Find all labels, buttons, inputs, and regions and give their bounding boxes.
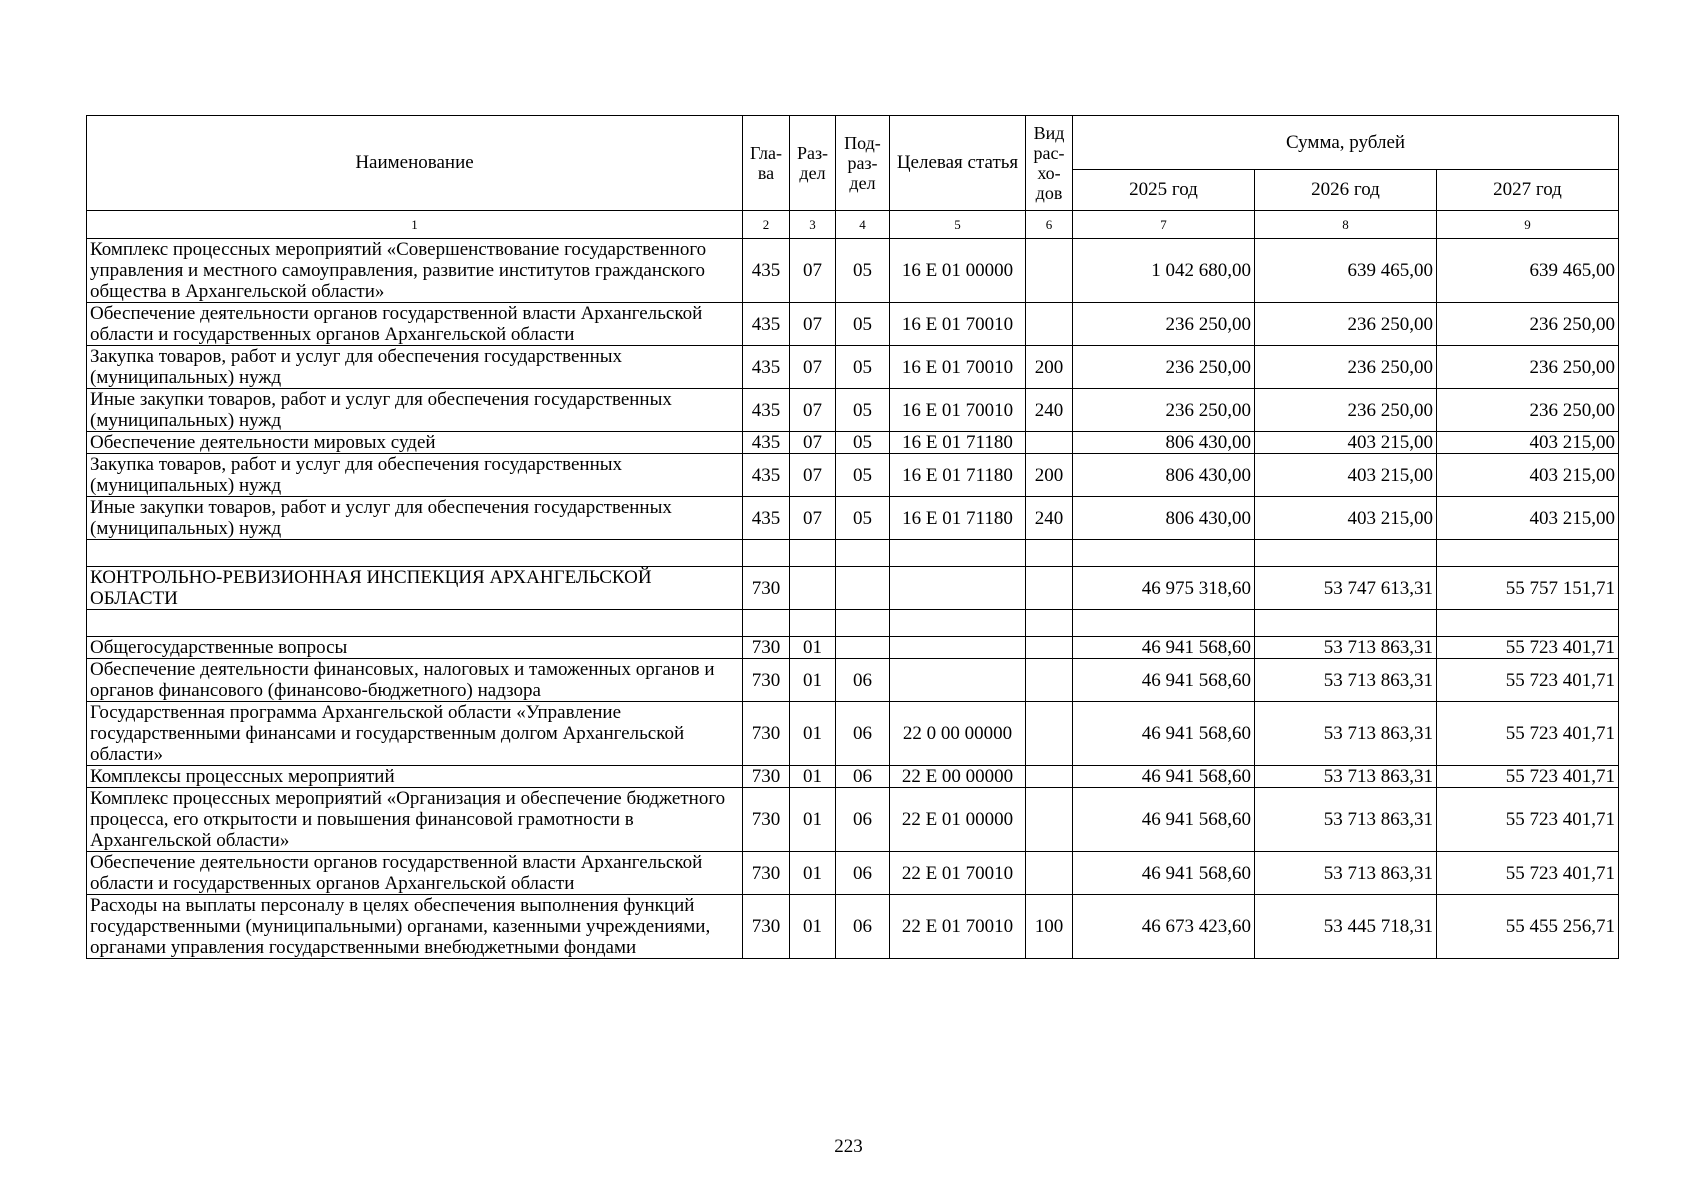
cell-razdel: 07 <box>790 346 836 389</box>
cell-amount-2025: 46 975 318,60 <box>1073 567 1255 610</box>
cell-amount-2026: 53 445 718,31 <box>1255 895 1437 959</box>
header-celevaya-statya: Целевая статья <box>890 116 1026 211</box>
cell-amount-2026: 403 215,00 <box>1255 497 1437 540</box>
cell-name: Государственная программа Архангельской области «Управление государственными финансами и государственным долгом Архангельской области» <box>87 702 743 766</box>
cell-razdel: 07 <box>790 303 836 346</box>
cell-razdel: 01 <box>790 895 836 959</box>
cell-name: Комплексы процессных мероприятий <box>87 766 743 788</box>
cell-glava: 730 <box>743 852 790 895</box>
cell-celevaya-statya: 16 Е 01 71180 <box>890 454 1026 497</box>
col-number: 7 <box>1073 211 1255 239</box>
empty-cell <box>1255 610 1437 637</box>
cell-name: Иные закупки товаров, работ и услуг для обеспечения государственных (муниципальных) нужд <box>87 389 743 432</box>
cell-amount-2027: 639 465,00 <box>1437 239 1619 303</box>
cell-amount-2026: 403 215,00 <box>1255 454 1437 497</box>
empty-cell <box>87 540 743 567</box>
cell-glava: 730 <box>743 788 790 852</box>
table-row <box>87 303 1619 346</box>
cell-vid-rashodov <box>1026 852 1073 895</box>
cell-glava: 435 <box>743 432 790 454</box>
cell-razdel: 01 <box>790 766 836 788</box>
cell-celevaya-statya: 16 Е 01 71180 <box>890 432 1026 454</box>
cell-vid-rashodov <box>1026 303 1073 346</box>
cell-celevaya-statya: 16 Е 01 00000 <box>890 239 1026 303</box>
cell-glava: 435 <box>743 389 790 432</box>
col-number: 1 <box>87 211 743 239</box>
table-body <box>87 239 1619 959</box>
cell-vid-rashodov <box>1026 239 1073 303</box>
cell-amount-2027: 55 723 401,71 <box>1437 637 1619 659</box>
table-row <box>87 702 1619 766</box>
cell-amount-2025: 236 250,00 <box>1073 346 1255 389</box>
cell-amount-2026: 403 215,00 <box>1255 432 1437 454</box>
empty-cell <box>1026 540 1073 567</box>
cell-celevaya-statya <box>890 637 1026 659</box>
cell-celevaya-statya: 16 Е 01 70010 <box>890 303 1026 346</box>
cell-amount-2027: 236 250,00 <box>1437 346 1619 389</box>
col-number: 4 <box>836 211 890 239</box>
cell-razdel: 01 <box>790 637 836 659</box>
cell-glava: 435 <box>743 303 790 346</box>
cell-podrazdel: 05 <box>836 497 890 540</box>
cell-celevaya-statya <box>890 659 1026 702</box>
empty-cell <box>1073 610 1255 637</box>
cell-amount-2027: 55 723 401,71 <box>1437 659 1619 702</box>
cell-amount-2026: 53 713 863,31 <box>1255 766 1437 788</box>
cell-name: Комплекс процессных мероприятий «Совершенствование государственного управления и местного самоуправления, развитие институтов гражданского общества в Архангельской области» <box>87 239 743 303</box>
cell-amount-2026: 53 713 863,31 <box>1255 852 1437 895</box>
cell-celevaya-statya: 22 Е 01 70010 <box>890 852 1026 895</box>
table-row <box>87 895 1619 959</box>
cell-amount-2025: 806 430,00 <box>1073 432 1255 454</box>
empty-cell <box>1255 540 1437 567</box>
cell-amount-2027: 236 250,00 <box>1437 389 1619 432</box>
cell-podrazdel: 05 <box>836 389 890 432</box>
cell-name: Обеспечение деятельности органов государственной власти Архангельской области и государственных органов Архангельской области <box>87 852 743 895</box>
cell-celevaya-statya <box>890 567 1026 610</box>
spacer-row <box>87 540 1619 567</box>
cell-vid-rashodov <box>1026 766 1073 788</box>
cell-podrazdel: 05 <box>836 346 890 389</box>
empty-cell <box>87 610 743 637</box>
cell-podrazdel: 05 <box>836 432 890 454</box>
cell-glava: 435 <box>743 497 790 540</box>
cell-amount-2026: 236 250,00 <box>1255 303 1437 346</box>
empty-cell <box>743 540 790 567</box>
cell-vid-rashodov <box>1026 432 1073 454</box>
cell-razdel: 01 <box>790 702 836 766</box>
cell-amount-2027: 55 723 401,71 <box>1437 702 1619 766</box>
cell-amount-2026: 53 713 863,31 <box>1255 659 1437 702</box>
cell-name: Закупка товаров, работ и услуг для обеспечения государственных (муниципальных) нужд <box>87 346 743 389</box>
cell-vid-rashodov <box>1026 702 1073 766</box>
cell-glava: 730 <box>743 702 790 766</box>
table-row <box>87 637 1619 659</box>
section-header-row <box>87 567 1619 610</box>
cell-glava: 730 <box>743 659 790 702</box>
cell-celevaya-statya: 22 0 00 00000 <box>890 702 1026 766</box>
header-year-2027: 2027 год <box>1437 170 1619 211</box>
cell-amount-2027: 236 250,00 <box>1437 303 1619 346</box>
cell-amount-2026: 53 713 863,31 <box>1255 788 1437 852</box>
cell-amount-2025: 806 430,00 <box>1073 454 1255 497</box>
cell-podrazdel: 06 <box>836 766 890 788</box>
cell-glava: 435 <box>743 454 790 497</box>
header-glava: Гла-ва <box>743 116 790 211</box>
cell-celevaya-statya: 22 Е 00 00000 <box>890 766 1026 788</box>
cell-name: КОНТРОЛЬНО-РЕВИЗИОННАЯ ИНСПЕКЦИЯ АРХАНГЕЛЬСКОЙ ОБЛАСТИ <box>87 567 743 610</box>
cell-name: Комплекс процессных мероприятий «Организация и обеспечение бюджетного процесса, его открытости и повышения финансовой грамотности в Архангельской области» <box>87 788 743 852</box>
cell-glava: 730 <box>743 895 790 959</box>
table-row <box>87 432 1619 454</box>
cell-amount-2025: 236 250,00 <box>1073 303 1255 346</box>
cell-name: Общегосударственные вопросы <box>87 637 743 659</box>
cell-amount-2025: 46 941 568,60 <box>1073 637 1255 659</box>
budget-table <box>86 115 1619 959</box>
table-row <box>87 659 1619 702</box>
cell-podrazdel: 06 <box>836 659 890 702</box>
cell-name: Обеспечение деятельности финансовых, налоговых и таможенных органов и органов финансового (финансово-бюджетного) надзора <box>87 659 743 702</box>
cell-amount-2026: 236 250,00 <box>1255 346 1437 389</box>
cell-celevaya-statya: 22 Е 01 70010 <box>890 895 1026 959</box>
cell-vid-rashodov <box>1026 567 1073 610</box>
cell-glava: 435 <box>743 346 790 389</box>
table-row <box>87 454 1619 497</box>
cell-amount-2025: 806 430,00 <box>1073 497 1255 540</box>
cell-razdel: 07 <box>790 497 836 540</box>
cell-razdel: 01 <box>790 852 836 895</box>
cell-amount-2026: 53 713 863,31 <box>1255 702 1437 766</box>
cell-vid-rashodov <box>1026 788 1073 852</box>
cell-amount-2027: 403 215,00 <box>1437 454 1619 497</box>
cell-podrazdel: 06 <box>836 788 890 852</box>
cell-amount-2025: 236 250,00 <box>1073 389 1255 432</box>
cell-celevaya-statya: 16 Е 01 70010 <box>890 389 1026 432</box>
header-year-2025: 2025 год <box>1073 170 1255 211</box>
cell-amount-2026: 53 713 863,31 <box>1255 637 1437 659</box>
cell-amount-2025: 46 673 423,60 <box>1073 895 1255 959</box>
cell-name: Расходы на выплаты персоналу в целях обеспечения выполнения функций государственными (муниципальными) органами, казенными учреждениями, органами управления государственными внебюджетными фондами <box>87 895 743 959</box>
cell-vid-rashodov: 200 <box>1026 346 1073 389</box>
cell-glava: 730 <box>743 766 790 788</box>
empty-cell <box>1073 540 1255 567</box>
table-row <box>87 788 1619 852</box>
header-name: Наименование <box>87 116 743 211</box>
cell-celevaya-statya: 22 Е 01 00000 <box>890 788 1026 852</box>
header-summa: Сумма, рублей <box>1073 116 1619 170</box>
cell-razdel: 07 <box>790 454 836 497</box>
cell-vid-rashodov <box>1026 637 1073 659</box>
cell-amount-2026: 236 250,00 <box>1255 389 1437 432</box>
cell-amount-2025: 46 941 568,60 <box>1073 659 1255 702</box>
cell-amount-2027: 403 215,00 <box>1437 497 1619 540</box>
cell-vid-rashodov: 240 <box>1026 389 1073 432</box>
cell-amount-2027: 55 757 151,71 <box>1437 567 1619 610</box>
cell-vid-rashodov: 200 <box>1026 454 1073 497</box>
cell-podrazdel: 05 <box>836 239 890 303</box>
cell-razdel: 01 <box>790 659 836 702</box>
cell-amount-2027: 55 723 401,71 <box>1437 852 1619 895</box>
table-row <box>87 497 1619 540</box>
cell-celevaya-statya: 16 Е 01 70010 <box>890 346 1026 389</box>
cell-vid-rashodov: 100 <box>1026 895 1073 959</box>
header-razdel: Раз-дел <box>790 116 836 211</box>
col-number: 2 <box>743 211 790 239</box>
cell-amount-2025: 46 941 568,60 <box>1073 852 1255 895</box>
col-number: 8 <box>1255 211 1437 239</box>
cell-name: Обеспечение деятельности мировых судей <box>87 432 743 454</box>
cell-amount-2025: 46 941 568,60 <box>1073 788 1255 852</box>
cell-podrazdel <box>836 567 890 610</box>
page-number: 223 <box>834 1136 863 1157</box>
header-podrazdel: Под-раз-дел <box>836 116 890 211</box>
cell-amount-2027: 55 723 401,71 <box>1437 788 1619 852</box>
table-row <box>87 766 1619 788</box>
cell-podrazdel: 06 <box>836 852 890 895</box>
cell-amount-2025: 46 941 568,60 <box>1073 766 1255 788</box>
cell-razdel: 07 <box>790 239 836 303</box>
empty-cell <box>890 610 1026 637</box>
cell-amount-2026: 53 747 613,31 <box>1255 567 1437 610</box>
header-vid-rashodov: Вид рас-хо-дов <box>1026 116 1073 211</box>
empty-cell <box>836 540 890 567</box>
cell-amount-2027: 55 723 401,71 <box>1437 766 1619 788</box>
empty-cell <box>743 610 790 637</box>
empty-cell <box>790 540 836 567</box>
empty-cell <box>1026 610 1073 637</box>
cell-name: Обеспечение деятельности органов государственной власти Архангельской области и государственных органов Архангельской области <box>87 303 743 346</box>
col-number: 5 <box>890 211 1026 239</box>
cell-amount-2026: 639 465,00 <box>1255 239 1437 303</box>
cell-amount-2025: 1 042 680,00 <box>1073 239 1255 303</box>
cell-razdel: 07 <box>790 432 836 454</box>
cell-glava: 435 <box>743 239 790 303</box>
cell-podrazdel: 06 <box>836 702 890 766</box>
cell-razdel <box>790 567 836 610</box>
col-number: 3 <box>790 211 836 239</box>
cell-podrazdel <box>836 637 890 659</box>
empty-cell <box>1437 610 1619 637</box>
empty-cell <box>836 610 890 637</box>
cell-podrazdel: 06 <box>836 895 890 959</box>
table-row <box>87 239 1619 303</box>
cell-amount-2027: 55 455 256,71 <box>1437 895 1619 959</box>
cell-podrazdel: 05 <box>836 454 890 497</box>
table-row <box>87 389 1619 432</box>
empty-cell <box>890 540 1026 567</box>
cell-podrazdel: 05 <box>836 303 890 346</box>
table-row <box>87 852 1619 895</box>
empty-cell <box>1437 540 1619 567</box>
cell-razdel: 07 <box>790 389 836 432</box>
cell-glava: 730 <box>743 637 790 659</box>
spacer-row <box>87 610 1619 637</box>
col-number: 9 <box>1437 211 1619 239</box>
cell-amount-2027: 403 215,00 <box>1437 432 1619 454</box>
cell-celevaya-statya: 16 Е 01 71180 <box>890 497 1026 540</box>
cell-name: Иные закупки товаров, работ и услуг для обеспечения государственных (муниципальных) нужд <box>87 497 743 540</box>
cell-amount-2025: 46 941 568,60 <box>1073 702 1255 766</box>
col-number: 6 <box>1026 211 1073 239</box>
cell-glava: 730 <box>743 567 790 610</box>
cell-vid-rashodov <box>1026 659 1073 702</box>
header-year-2026: 2026 год <box>1255 170 1437 211</box>
table-row <box>87 346 1619 389</box>
cell-name: Закупка товаров, работ и услуг для обеспечения государственных (муниципальных) нужд <box>87 454 743 497</box>
empty-cell <box>790 610 836 637</box>
cell-vid-rashodov: 240 <box>1026 497 1073 540</box>
cell-razdel: 01 <box>790 788 836 852</box>
